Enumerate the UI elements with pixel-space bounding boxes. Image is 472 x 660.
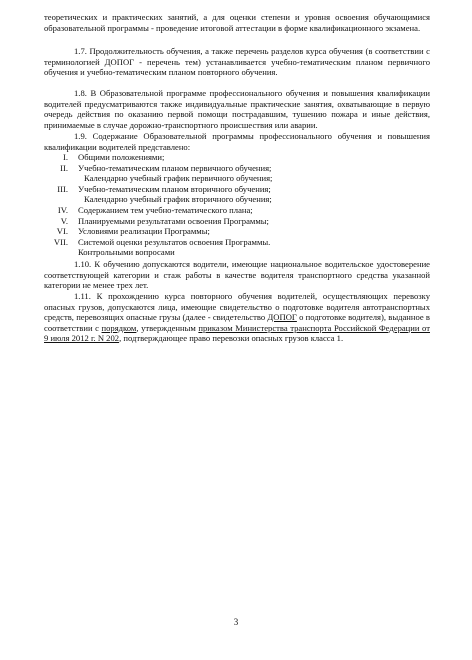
list-item-number: II. (60, 162, 68, 173)
list-item-number: VII. (53, 236, 68, 247)
list-item-text: Календарно учебный график вторичного обучения; (84, 194, 272, 205)
list-item-text: Учебно-тематическим планом первичного обучения; (78, 162, 272, 173)
paragraph-fragment: 1.11. К прохождению курса повторного обучения водителей, осуществляющих перевозку опасных грузов, допускаются лица, имеющие свидетельство о подготовке водителя автотранспортных средств, перевозящих опасные грузы (далее - свидетельство (44, 291, 430, 323)
procedure-link[interactable]: порядком (101, 322, 137, 333)
list-item (44, 163, 430, 174)
list-item (44, 194, 430, 205)
list-item-number: I. (62, 152, 68, 162)
paragraph-text: 1.8. В Образовательной программе профессионального обучения и повышения квалификации водителей предусматриваются также индивидуальные практические занятия, охватывающие в первую очередь действия по оказанию первой помощи пострадавшим, тушению пожара и иные действия, принимаемые в случае дорожно-транспортного происшествия или аварии. (44, 88, 430, 130)
list-item (44, 173, 430, 184)
program-contents-list (44, 152, 430, 258)
list-item (44, 247, 430, 258)
list-item-text: Системой оценки результатов освоения Программы. (78, 236, 271, 247)
paragraph-text: теоретических и практических занятий, а для оценки степени и уровня освоения обучающимися образовательной программы - проведение итоговой аттестации в форме квалификационного экзамена. (44, 12, 430, 33)
ministry-order-link[interactable]: приказом Министерства транспорта Российской Федерации от 9 июля 2012 г. N 202 (44, 322, 430, 344)
list-item-text: Общими положениями; (78, 152, 165, 162)
paragraph-continuation (44, 12, 430, 33)
list-item (44, 237, 430, 248)
list-item (44, 216, 430, 227)
paragraph-text: 1.7. Продолжительность обучения, а также перечень разделов курса обучения (в соответствии с терминологией ДОПОГ - перечень тем) устанавливается учебно-тематическим планом первичного обучения и учебно-тематическим планом повторного обучения. (44, 46, 430, 78)
paragraph-text (44, 291, 430, 344)
adr-link[interactable]: ДОПОГ (267, 312, 297, 323)
list-item (44, 205, 430, 216)
list-item-number: VI. (56, 226, 68, 237)
paragraph-text: 1.10. К обучению допускаются водители, имеющие национальное водительское удостоверение соответствующей категории и стаж работы в качестве водителя транспортного средства указанной категории не менее трех лет. (44, 259, 430, 291)
list-item (44, 184, 430, 195)
list-item-text: Планируемыми результатами освоения Программы; (78, 215, 269, 226)
paragraph-fragment: о подготовке водителя), выданное в соответствии с (44, 312, 430, 333)
paragraph-1-11 (44, 291, 430, 344)
list-item-number: III. (57, 183, 68, 194)
list-item-text: Содержанием тем учебно-тематического плана; (78, 204, 253, 215)
list-item-text: Условиями реализации Программы; (78, 226, 210, 237)
list-item (44, 226, 430, 237)
paragraph-1-10 (44, 259, 430, 291)
list-item-text: Календарно учебный график первичного обучения; (84, 173, 273, 184)
paragraph-1-7 (44, 46, 430, 78)
list-item-number: V. (60, 215, 68, 226)
list-item-text: Контрольными вопросами (78, 247, 175, 258)
paragraph-fragment: , утвержденным (136, 322, 199, 333)
paragraph-fragment: , подтверждающее право перевозки опасных грузов класса 1. (119, 333, 344, 344)
list-item-text: Учебно-тематическим планом вторичного обучения; (78, 183, 271, 194)
list-item-number: IV. (57, 204, 68, 215)
page-number: 3 (233, 617, 239, 627)
paragraph-1-8 (44, 88, 430, 130)
list-item (44, 152, 430, 163)
paragraph-1-9 (44, 131, 430, 152)
paragraph-text: 1.9. Содержание Образовательной программы профессионального обучения и повышения квалификации водителей представлено: (44, 131, 430, 152)
